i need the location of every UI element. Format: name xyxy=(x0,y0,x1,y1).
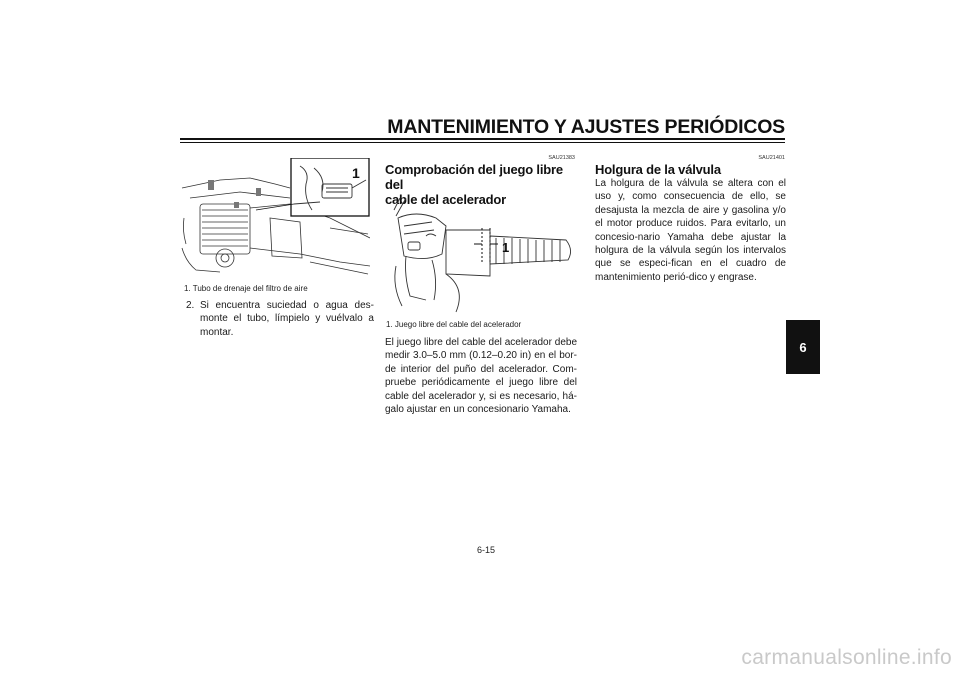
section-heading-valve: Holgura de la válvula xyxy=(595,162,721,177)
figure-callout-1: 1 xyxy=(352,165,360,181)
section-code: SAU21383 xyxy=(548,155,575,161)
header-rule-thin xyxy=(180,142,785,143)
step-number: 2. xyxy=(186,300,195,311)
watermark: carmanualsonline.info xyxy=(741,646,952,669)
step-text: Si encuentra suciedad o agua des-monte el tubo, límpielo y vuélvalo a montar. xyxy=(200,300,374,338)
valve-paragraph: La holgura de la válvula se altera con el uso y, como consecuencia de ello, se desajusta la mezcla de aire y gasolina y/o el motor produce ruidos. Para evitarlo, un concesio-nario Yamaha debe ajustar la holgura de la válvula según los intervalos que se especi-fican en el cuadro de mantenimiento perió-dico y engrase. xyxy=(595,178,786,283)
air-filter-drain-illustration xyxy=(180,158,370,276)
figure-callout-1: 1 xyxy=(502,240,510,255)
figure-caption-drain-tube: 1. Tubo de drenaje del filtro de aire xyxy=(184,284,308,293)
throttle-grip-illustration xyxy=(386,196,576,316)
header-rule xyxy=(180,138,785,140)
heading-line-2: cable del acelerador xyxy=(385,192,507,207)
chapter-tab: 6 xyxy=(786,320,820,374)
page-header-title: MANTENIMIENTO Y AJUSTES PERIÓDICOS xyxy=(387,116,785,138)
page-number: 6-15 xyxy=(476,545,495,555)
section-code-valve: SAU21401 xyxy=(758,155,785,161)
heading-line-1: Comprobación del juego libre del xyxy=(385,162,563,192)
throttle-paragraph: El juego libre del cable del acelerador debe medir 3.0–5.0 mm (0.12–0.20 in) en el bor-de interior del puño del acelerador. Com-pruebe periódicamente el juego libre del cable del acelerador y, si es necesario, há-galo ajustar en un concesionario Yamaha. xyxy=(385,337,577,416)
figure-caption-throttle-free-play: 1. Juego libre del cable del acelerador xyxy=(386,320,522,329)
